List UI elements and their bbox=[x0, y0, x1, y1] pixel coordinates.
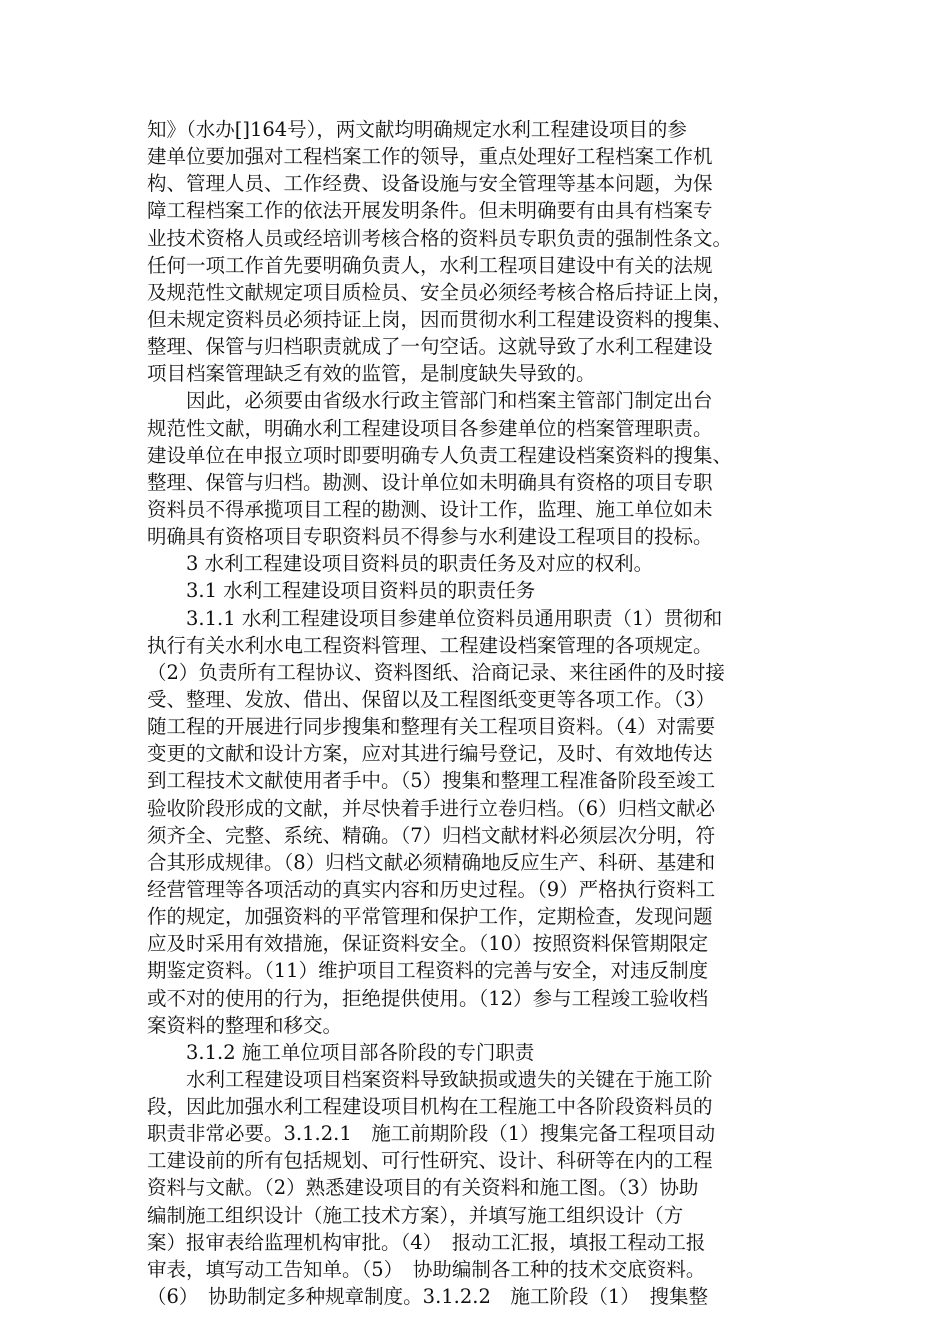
body-text bbox=[147, 116, 807, 1310]
text-line: 建设单位在申报立项时即要明确专人负责工程建设档案资料的搜集、 bbox=[147, 443, 733, 467]
text-line: 障工程档案工作的依法开展发明条件。但未明确要有由具有档案专 bbox=[147, 199, 713, 223]
text-line: 3.1.2 施工单位项目部各阶段的专门职责 bbox=[147, 1040, 535, 1064]
text-line: 职责非常必要。3.1.2.1 施工前期阶段（1）搜集完备工程项目动 bbox=[147, 1122, 716, 1146]
text-line: 须齐全、完整、系统、精确。（7）归档文献材料必须层次分明，符 bbox=[147, 823, 716, 847]
text-line: 作的规定，加强资料的平常管理和保护工作，定期检查，发现问题 bbox=[147, 905, 713, 929]
text-line: 资料员不得承揽项目工程的勘测、设计工作，监理、施工单位如未 bbox=[147, 497, 713, 521]
text-line: 任何一项工作首先要明确负责人，水利工程项目建设中有关的法规 bbox=[147, 253, 713, 277]
text-line: 3.1.1 水利工程建设项目参建单位资料员通用职责（1）贯彻和 bbox=[147, 606, 723, 630]
text-line: 受、整理、发放、借出、保留以及工程图纸变更等各项工作。（3） bbox=[147, 687, 716, 711]
text-line: 整理、保管与归档职责就成了一句空话。这就导致了水利工程建设 bbox=[147, 335, 713, 359]
text-line: 工建设前的所有包括规划、可行性研究、设计、科研等在内的工程 bbox=[147, 1149, 713, 1173]
text-line: 水利工程建设项目档案资料导致缺损或遗失的关键在于施工阶 bbox=[147, 1067, 713, 1091]
text-line: 案）报审表给监理机构审批。（4） 报动工汇报，填报工程动工报 bbox=[147, 1230, 706, 1254]
text-line: 3 水利工程建设项目资料员的职责任务及对应的权利。 bbox=[147, 552, 654, 576]
text-line: 合其形成规律。（8）归档文献必须精确地反应生产、科研、基建和 bbox=[147, 850, 716, 874]
text-line: 随工程的开展进行同步搜集和整理有关工程项目资料。（4）对需要 bbox=[147, 715, 716, 739]
text-line: 规范性文献，明确水利工程建设项目各参建单位的档案管理职责。 bbox=[147, 416, 713, 440]
text-line: 知》（水办[]164号），两文献均明确规定水利工程建设项目的参 bbox=[147, 118, 687, 141]
text-line: （2）负责所有工程协议、资料图纸、洽商记录、来往函件的及时接 bbox=[147, 660, 725, 684]
text-line: 段，因此加强水利工程建设项目机构在工程施工中各阶段资料员的 bbox=[147, 1095, 713, 1119]
text-line: 变更的文献和设计方案，应对其进行编号登记，及时、有效地传达 bbox=[147, 742, 713, 766]
text-line: 期鉴定资料。（11）维护项目工程资料的完善与安全，对违反制度 bbox=[147, 959, 709, 983]
text-line: 编制施工组织设计（施工技术方案），并填写施工组织设计（方 bbox=[147, 1203, 684, 1227]
text-line: 业技术资格人员或经培训考核合格的资料员专职负责的强制性条文。 bbox=[147, 226, 733, 250]
text-line: 案资料的整理和移交。 bbox=[147, 1013, 343, 1037]
text-line: 建单位要加强对工程档案工作的领导，重点处理好工程档案工作机 bbox=[147, 145, 713, 169]
text-line: 资料与文献。（2）熟悉建设项目的有关资料和施工图。（3）协助 bbox=[147, 1176, 699, 1200]
text-line: 及规范性文献规定项目质检员、安全员必须经考核合格后持证上岗， bbox=[147, 280, 733, 304]
text-line: 整理、保管与归档。勘测、设计单位如未明确具有资格的项目专职 bbox=[147, 470, 713, 494]
text-line: 3.1 水利工程建设项目资料员的职责任务 bbox=[147, 579, 536, 603]
text-line: 执行有关水利水电工程资料管理、工程建设档案管理的各项规定。 bbox=[147, 633, 713, 657]
text-line: 但未规定资料员必须持证上岗，因而贯彻水利工程建设资料的搜集、 bbox=[147, 307, 733, 331]
text-line: 构、管理人员、工作经费、设备设施与安全管理等基本问题，为保 bbox=[147, 172, 713, 196]
text-line: 明确具有资格项目专职资料员不得参与水利建设工程项目的投标。 bbox=[147, 525, 713, 549]
text-line: 或不对的使用的行为，拒绝提供使用。（12）参与工程竣工验收档 bbox=[147, 986, 709, 1010]
text-line: 审表，填写动工告知单。（5） 协助编制各工种的技术交底资料。 bbox=[147, 1257, 706, 1281]
text-line: 到工程技术文献使用者手中。（5）搜集和整理工程准备阶段至竣工 bbox=[147, 769, 716, 793]
text-line: （6） 协助制定多种规章制度。3.1.2.2 施工阶段（1） 搜集整 bbox=[147, 1285, 709, 1309]
text-line: 验收阶段形成的文献，并尽快着手进行立卷归档。（6）归档文献必 bbox=[147, 796, 716, 820]
text-line: 因此，必须要由省级水行政主管部门和档案主管部门制定出台 bbox=[147, 389, 713, 413]
text-line: 应及时采用有效措施，保证资料安全。（10）按照资料保管期限定 bbox=[147, 932, 709, 956]
text-line: 项目档案管理缺乏有效的监管，是制度缺失导致的。 bbox=[147, 362, 596, 386]
text-line: 经营管理等各项活动的真实内容和历史过程。（9）严格执行资料工 bbox=[147, 877, 716, 901]
